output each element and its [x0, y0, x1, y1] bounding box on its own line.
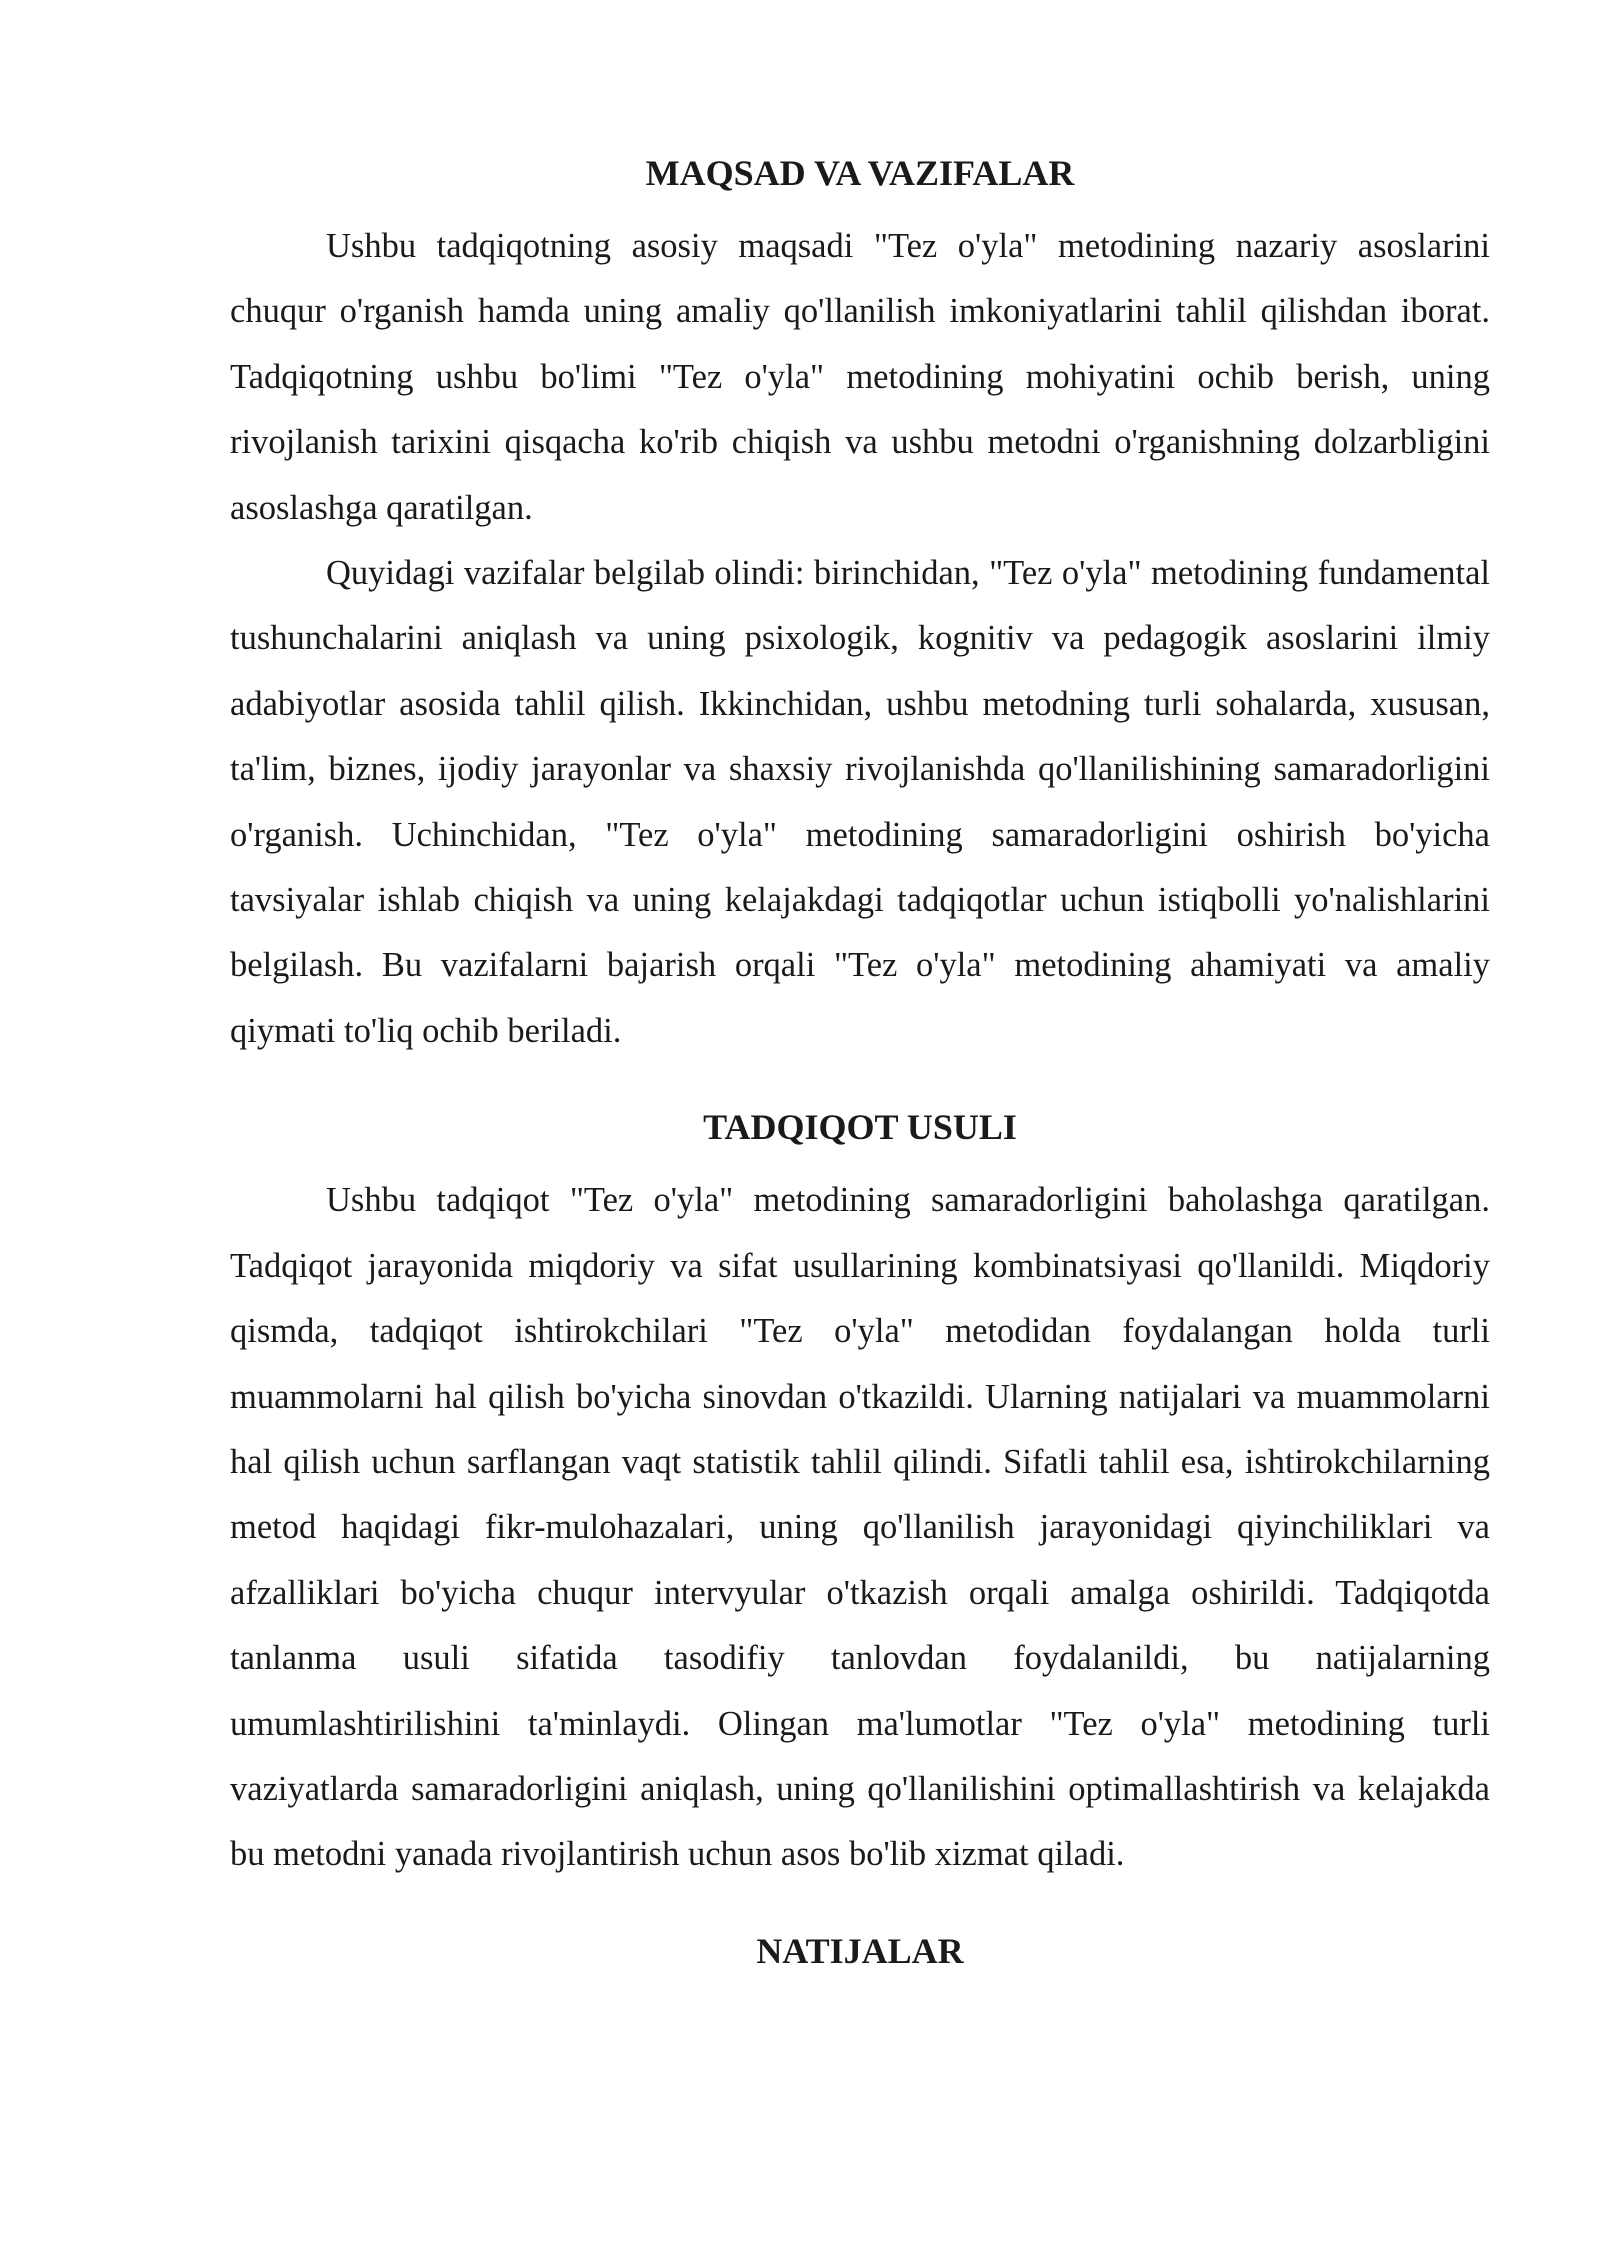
heading-natijalar: NATIJALAR: [756, 1930, 964, 1971]
document-body: [230, 148, 1490, 1992]
paragraph-tadqiqot-usuli: Ushbu tadqiqot "Tez o'yla" metodining samaradorligini baholashga qaratilgan. Tadqiqot jarayonida miqdoriy va sifat usullarining kombinatsiyasi qo'llanildi. Miqdoriy qismda, tadqiqot ishtirokchilari "Tez o'yla" metodidan foydalangan holda turli muammolarni hal qilish bo'yicha sinovdan o'tkazildi. Ularning natijalari va muammolarni hal qilish uchun sarflangan vaqt statistik tahlil qilindi. Sifatli tahlil esa, ishtirokchilarning metod haqidagi fikr-mulohazalari, uning qo'llanilish jarayonidagi qiyinchiliklari va afzalliklari bo'yicha chuqur intervyular o'tkazish orqali amalga oshirildi. Tadqiqotda tanlanma usuli sifatida tasodifiy tanlovdan foydalanildi, bu natijalarning umumlashtirilishini ta'minlaydi. Olingan ma'lumotlar "Tez o'yla" metodining turli vaziyatlarda samaradorligini aniqlash, uning qo'llanilishini optimallashtirish va kelajakda bu metodni yanada rivojlantirish uchun asos bo'lib xizmat qiladi.: [230, 1181, 1490, 1874]
heading-maqsad-va-vazifalar: MAQSAD VA VAZIFALAR: [645, 153, 1075, 193]
paragraph-maqsad: Ushbu tadqiqotning asosiy maqsadi "Tez o'yla" metodining nazariy asoslarini chuqur o'rganish hamda uning amaliy qo'llanilish imkoniyatlarini tahlil qilishdan iborat. Tadqiqotning ushbu bo'limi "Tez o'yla" metodining mohiyatini ochib berish, uning rivojlanish tarixini qisqacha ko'rib chiqish va ushbu metodni o'rganishning dolzarbligini asoslashga qaratilgan.: [230, 227, 1490, 527]
paragraph-vazifalar: Quyidagi vazifalar belgilab olindi: birinchidan, "Tez o'yla" metodining fundamental tushunchalarini aniqlash va uning psixologik, kognitiv va pedagogik asoslarini ilmiy adabiyotlar asosida tahlil qilish. Ikkinchidan, ushbu metodning turli sohalarda, xususan, ta'lim, biznes, ijodiy jarayonlar va shaxsiy rivojlanishda qo'llanilishining samaradorligini o'rganish. Uchinchidan, "Tez o'yla" metodining samaradorligini oshirish bo'yicha tavsiyalar ishlab chiqish va uning kelajakdagi tadqiqotlar uchun istiqbolli yo'nalishlarini belgilash. Bu vazifalarni bajarish orqali "Tez o'yla" metodining ahamiyati va amaliy qiymati to'liq ochib beriladi.: [230, 554, 1490, 1050]
heading-tadqiqot-usuli: TADQIQOT USULI: [703, 1107, 1017, 1148]
